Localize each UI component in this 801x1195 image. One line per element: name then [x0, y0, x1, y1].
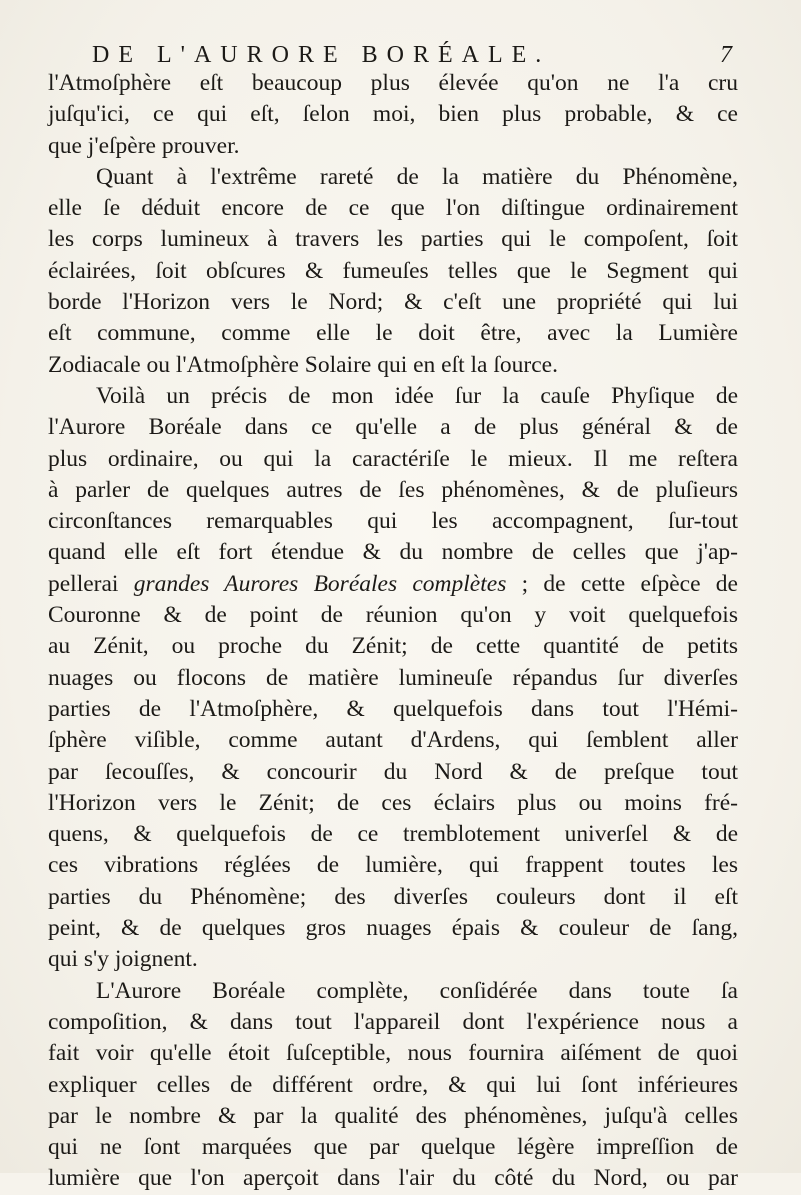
text-line: eſt commune, comme elle le doit être, avec la Lumière	[48, 320, 738, 347]
text-line: Zodiacale ou l'Atmoſphère Solaire qui en eſt la ſource.	[48, 351, 558, 378]
text-line: lumière que l'on aperçoit dans l'air du côté du Nord, ou par	[48, 1165, 738, 1192]
text-line: L'Aurore Boréale complète, conſidérée dans toute ſa	[96, 977, 738, 1004]
text-segment: ; de cette eſpèce de	[506, 570, 738, 597]
text-line: à parler de quelques autres de ſes phénomènes, & de pluſieurs	[48, 476, 738, 503]
text-line: par ſecouſſes, & concourir du Nord & de preſque tout	[48, 758, 738, 785]
text-line: l'Aurore Boréale dans ce qu'elle a de plus général & de	[48, 414, 738, 441]
text-line: l'Atmoſphère eſt beaucoup plus élevée qu'on ne l'a cru	[48, 70, 738, 96]
text-line: Voilà un précis de mon idée ſur la cauſe Phyſique de	[96, 382, 738, 409]
text-line: peint, & de quelques gros nuages épais & couleur de ſang,	[48, 915, 738, 942]
text-line: au Zénit, ou proche du Zénit; de cette quantité de petits	[48, 633, 738, 660]
text-line: expliquer celles de différent ordre, & qui lui ſont inférieures	[48, 1071, 738, 1098]
running-title: DE L'AURORE BORÉALE.	[92, 42, 551, 68]
body-text	[48, 68, 738, 1195]
text-line: nuages ou flocons de matière lumineuſe répandus ſur diverſes	[48, 664, 738, 691]
text-line: juſqu'ici, ce qui eſt, ſelon moi, bien plus probable, & ce	[48, 101, 738, 128]
text-line: l'Horizon vers le Zénit; de ces éclairs plus ou moins fré-	[48, 789, 738, 816]
text-line: qui ne ſont marquées que par quelque légère impreſſion de	[48, 1134, 738, 1161]
text-line: Couronne & de point de réunion qu'on y voit quelquefois	[48, 602, 738, 629]
text-line: les corps lumineux à travers les parties qui le compoſent, ſoit	[48, 226, 738, 253]
text-line: quens, & quelquefois de ce tremblotement univerſel & de	[48, 821, 738, 848]
text-line: parties du Phénomène; des diverſes couleurs dont il eſt	[48, 883, 738, 910]
text-line: Quant à l'extrême rareté de la matière du Phénomène,	[96, 163, 738, 190]
text-line: borde l'Horizon vers le Nord; & c'eſt une propriété qui lui	[48, 289, 738, 316]
text-line: qui s'y joignent.	[48, 946, 198, 973]
text-line: que j'eſpère prouver.	[48, 132, 240, 159]
text-line: ces vibrations réglées de lumière, qui frappent toutes les	[48, 852, 738, 879]
text-line: elle ſe déduit encore de ce que l'on diſtingue ordinairement	[48, 195, 738, 222]
text-line: par le nombre & par la qualité des phénomènes, juſqu'à celles	[48, 1102, 738, 1129]
text-line: parties de l'Atmoſphère, & quelquefois dans tout l'Hémi-	[48, 695, 738, 722]
page-number: 7	[720, 42, 732, 68]
text-line: plus ordinaire, ou qui la caractériſe le mieux. Il me reſtera	[48, 445, 738, 472]
text-line: circonſtances remarquables qui les accompagnent, ſur-tout	[48, 508, 738, 535]
text-line: fait voir qu'elle étoit ſuſceptible, nous fournira aiſément de quoi	[48, 1040, 738, 1067]
italic-phrase: grandes Aurores Boréales complètes	[133, 570, 507, 597]
text-line: éclairées, ſoit obſcures & fumeuſes telles que le Segment qui	[48, 257, 738, 284]
text-segment: pellerai	[48, 570, 134, 597]
text-line: ſphère viſible, comme autant d'Ardens, qui ſemblent aller	[48, 727, 738, 754]
text-line: quand elle eſt fort étendue & du nombre de celles que j'ap-	[48, 539, 738, 566]
text-line	[48, 569, 738, 600]
text-line: compoſition, & dans tout l'appareil dont l'expérience nous a	[48, 1008, 738, 1035]
